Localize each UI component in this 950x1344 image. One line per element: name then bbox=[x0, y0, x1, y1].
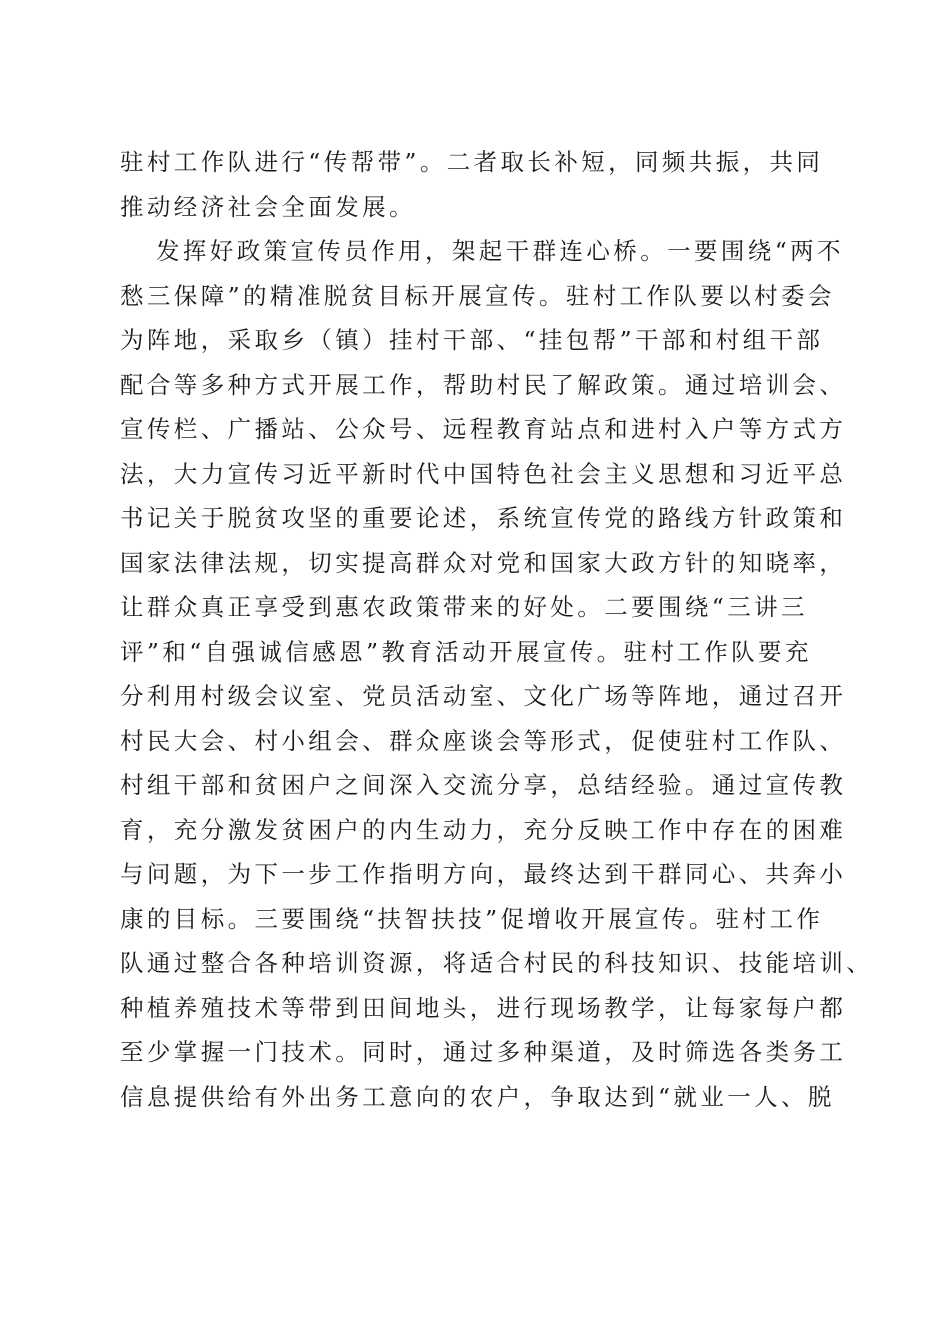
text-line: 国家法律法规，切实提高群众对党和国家大政方针的知晓率， bbox=[120, 548, 847, 577]
text-line: 信息提供给有外出务工意向的农户，争取达到“就业一人、脱 bbox=[120, 1082, 835, 1111]
text-line: 村组干部和贫困户之间深入交流分享，总结经验。通过宣传教 bbox=[120, 771, 847, 799]
text-line: 为阵地，采取乡（镇）挂村干部、“挂包帮”干部和村组干部 bbox=[120, 326, 824, 354]
text-line: 愁三保障”的精准脱贫目标开展宣传。驻村工作队要以村委会 bbox=[120, 281, 835, 310]
text-line: 驻村工作队进行“传帮带”。二者取长补短，同频共振，共同 bbox=[120, 148, 824, 176]
text-line: 队通过整合各种培训资源，将适合村民的科技知识、技能培训、 bbox=[120, 949, 874, 977]
body-text bbox=[120, 140, 874, 1119]
text-line: 至少掌握一门技术。同时，通过多种渠道，及时筛选各类务工 bbox=[120, 1038, 847, 1066]
paragraph-first-line: 发挥好政策宣传员作用，架起干群连心桥。一要围绕“两不 bbox=[156, 237, 844, 265]
text-line: 与问题，为下一步工作指明方向，最终达到干群同心、共奔小 bbox=[120, 860, 847, 888]
text-line: 配合等多种方式开展工作，帮助村民了解政策。通过培训会、 bbox=[120, 370, 847, 399]
text-line: 书记关于脱贫攻坚的重要论述，系统宣传党的路线方针政策和 bbox=[120, 504, 847, 532]
text-line: 评”和“自强诚信感恩”教育活动开展宣传。驻村工作队要充 bbox=[120, 637, 812, 666]
text-line: 分利用村级会议室、党员活动室、文化广场等阵地，通过召开 bbox=[120, 682, 847, 710]
text-line: 育，充分激发贫困户的内生动力，充分反映工作中存在的困难 bbox=[120, 815, 847, 844]
text-line: 推动经济社会全面发展。 bbox=[120, 192, 416, 221]
text-line: 村民大会、村小组会、群众座谈会等形式，促使驻村工作队、 bbox=[120, 726, 847, 755]
text-line: 种植养殖技术等带到田间地头，进行现场教学，让每家每户都 bbox=[120, 993, 847, 1022]
text-line: 康的目标。三要围绕“扶智扶技”促增收开展宣传。驻村工作 bbox=[120, 904, 824, 933]
text-line: 宣传栏、广播站、公众号、远程教育站点和进村入户等方式方 bbox=[120, 415, 847, 443]
text-line: 法，大力宣传习近平新时代中国特色社会主义思想和习近平总 bbox=[120, 459, 847, 488]
text-line: 让群众真正享受到惠农政策带来的好处。二要围绕“三讲三 bbox=[120, 593, 808, 621]
